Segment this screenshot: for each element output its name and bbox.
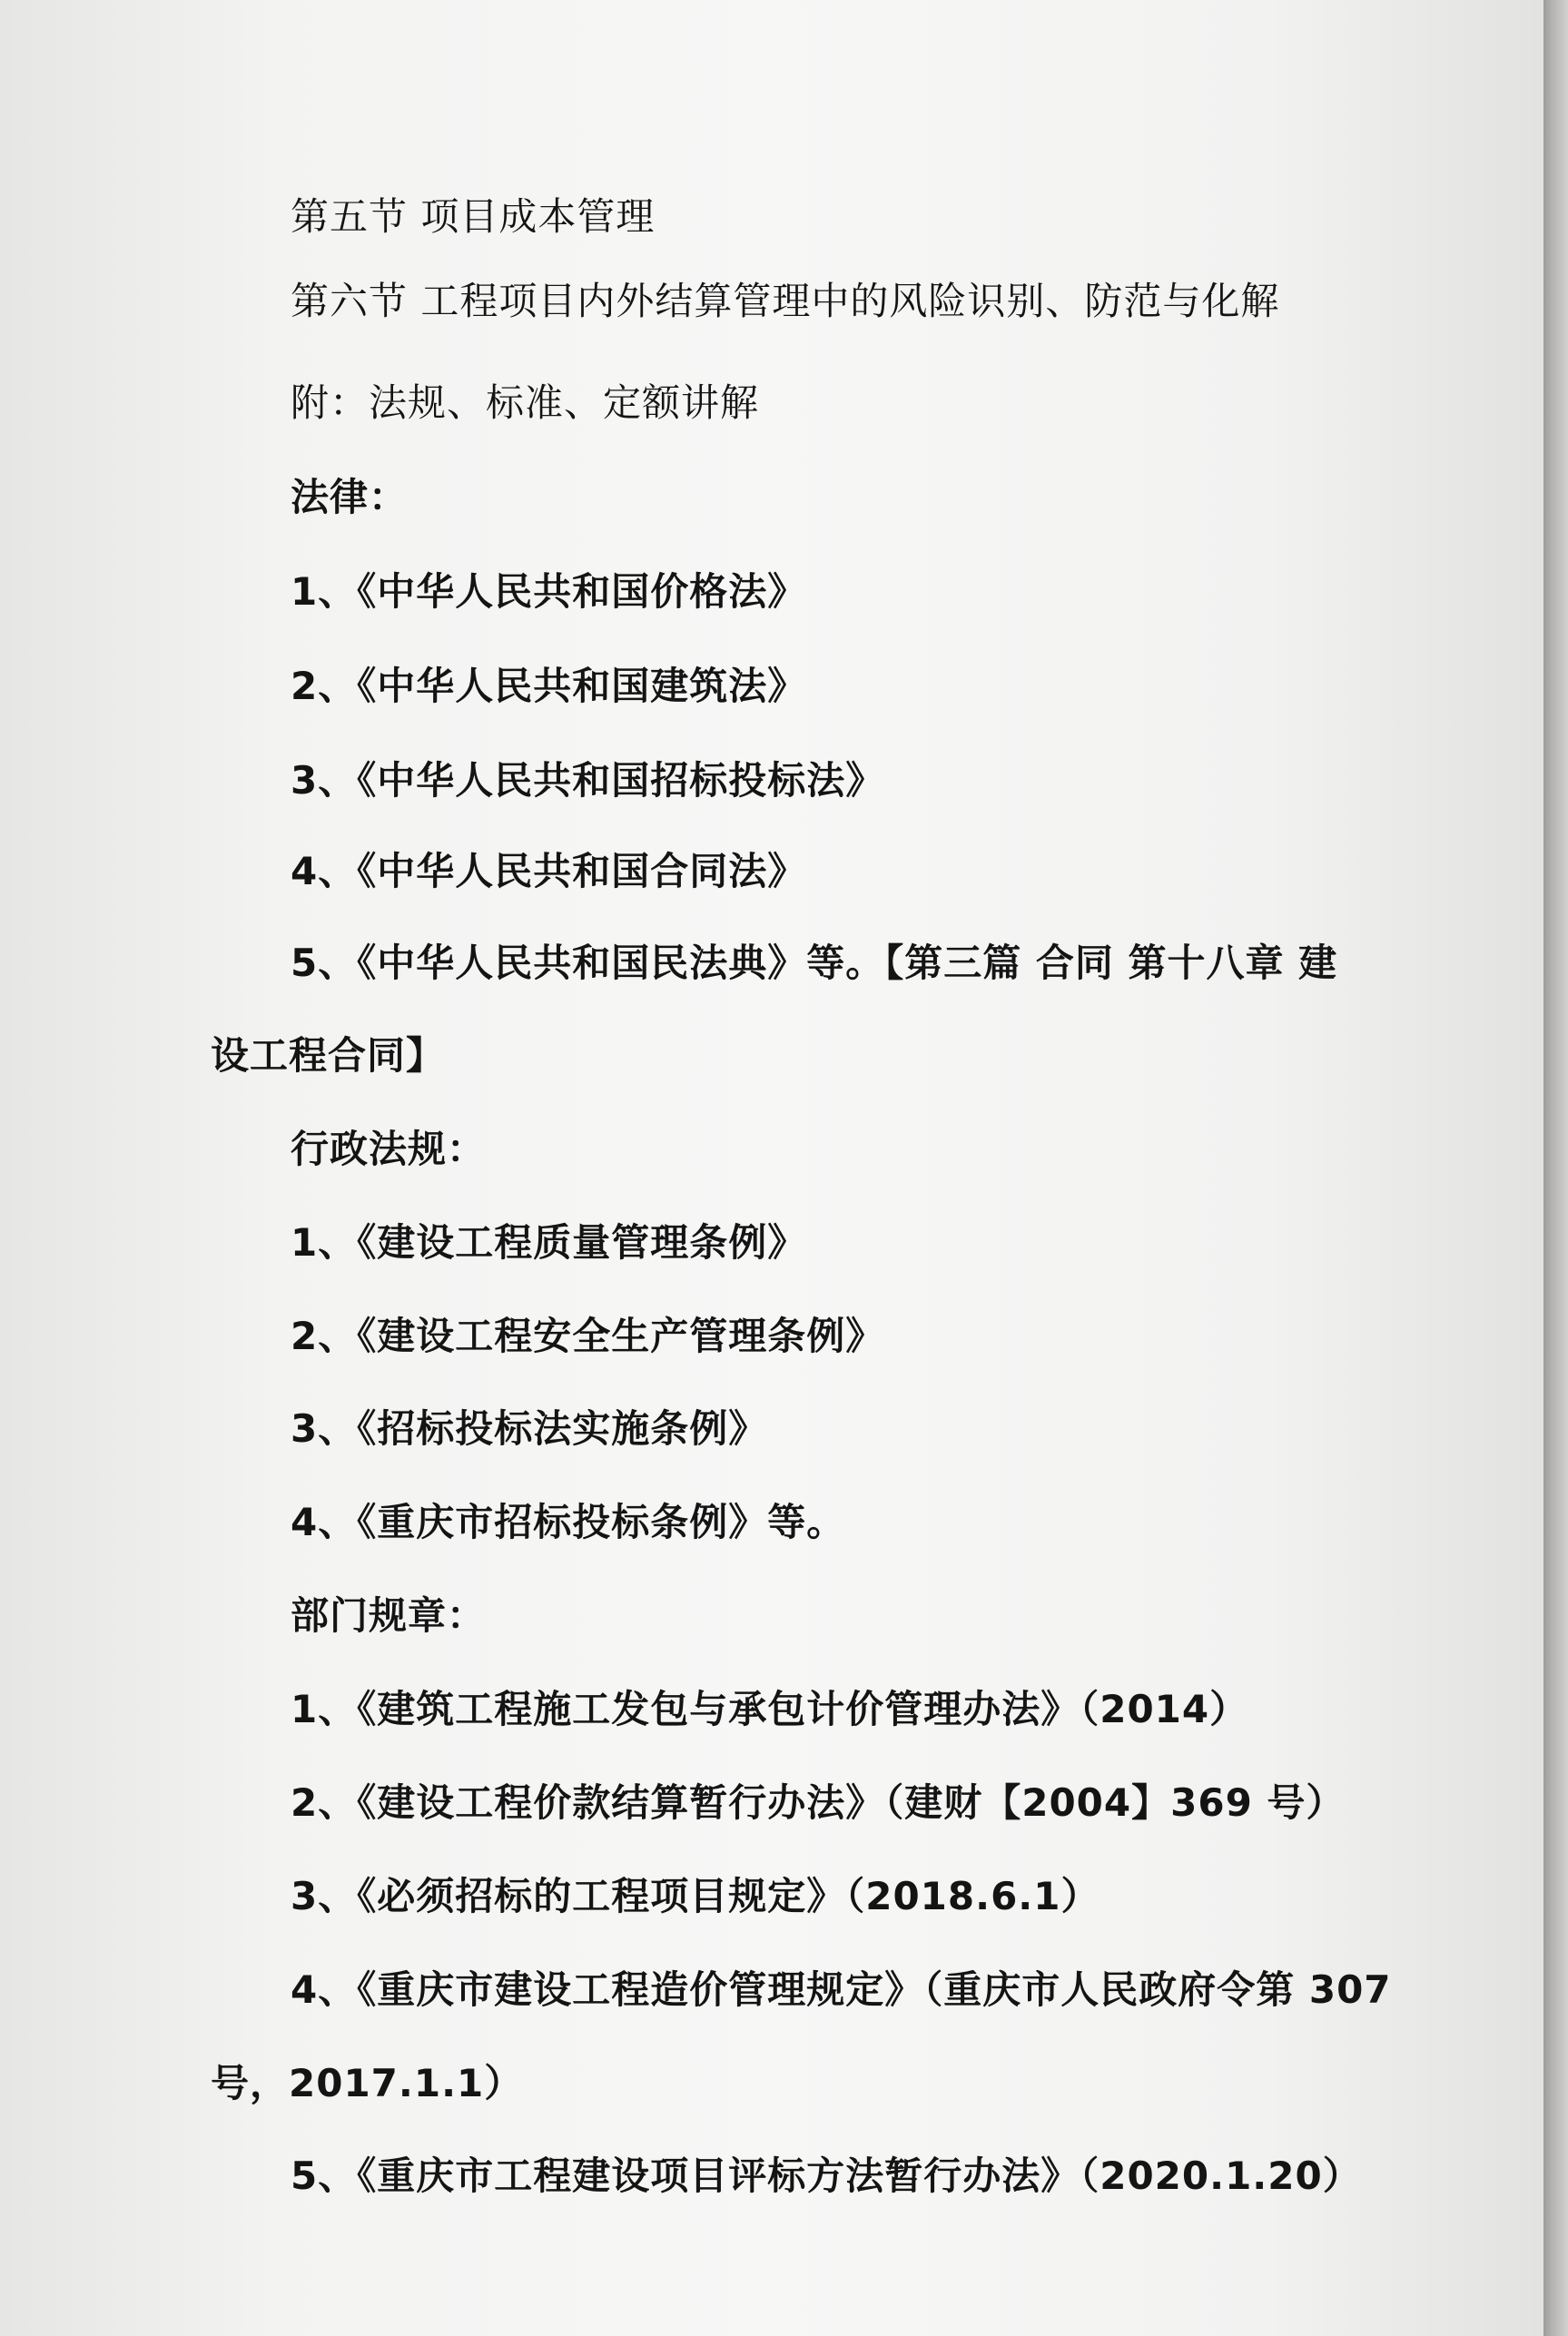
- law-heading: 法律：: [291, 475, 409, 519]
- law-item: 5、《中华人民共和国民法典》等。【第三篇 合同 第十八章 建: [291, 941, 1338, 985]
- department-rule-item: 2、《建设工程价款结算暂行办法》（建财【2004】369 号）: [291, 1780, 1346, 1825]
- department-rule-item-continuation: 号，2017.1.1）: [211, 2061, 524, 2105]
- section-line: 第五节 项目成本管理: [291, 194, 656, 239]
- department-rule-item: 3、《必须招标的工程项目规定》（2018.6.1）: [291, 1874, 1100, 1918]
- department-rule-item: 5、《重庆市工程建设项目评标方法暂行办法》（2020.1.20）: [291, 2154, 1362, 2198]
- page-edge-shadow: [1543, 0, 1568, 2336]
- department-rule-item: 4、《重庆市建设工程造价管理规定》（重庆市人民政府令第 307: [291, 1967, 1392, 2012]
- department-rule-item: 1、《建筑工程施工发包与承包计价管理办法》（2014）: [291, 1687, 1249, 1731]
- department-rules-heading: 部门规章：: [291, 1593, 487, 1638]
- appendix-title: 附：法规、标准、定额讲解: [291, 380, 760, 425]
- law-item: 2、《中华人民共和国建筑法》: [291, 664, 807, 708]
- section-line: 第六节 工程项目内外结算管理中的风险识别、防范与化解: [291, 279, 1280, 323]
- admin-regulations-heading: 行政法规：: [291, 1127, 487, 1171]
- admin-regulation-item: 2、《建设工程安全生产管理条例》: [291, 1314, 885, 1358]
- law-item: 4、《中华人民共和国合同法》: [291, 849, 807, 893]
- admin-regulation-item: 3、《招标投标法实施条例》: [291, 1406, 768, 1451]
- law-item: 3、《中华人民共和国招标投标法》: [291, 758, 885, 803]
- admin-regulation-item: 4、《重庆市招标投标条例》等。: [291, 1500, 846, 1544]
- admin-regulation-item: 1、《建设工程质量管理条例》: [291, 1220, 807, 1265]
- law-item: 1、《中华人民共和国价格法》: [291, 569, 807, 614]
- law-item-continuation: 设工程合同】: [211, 1033, 446, 1078]
